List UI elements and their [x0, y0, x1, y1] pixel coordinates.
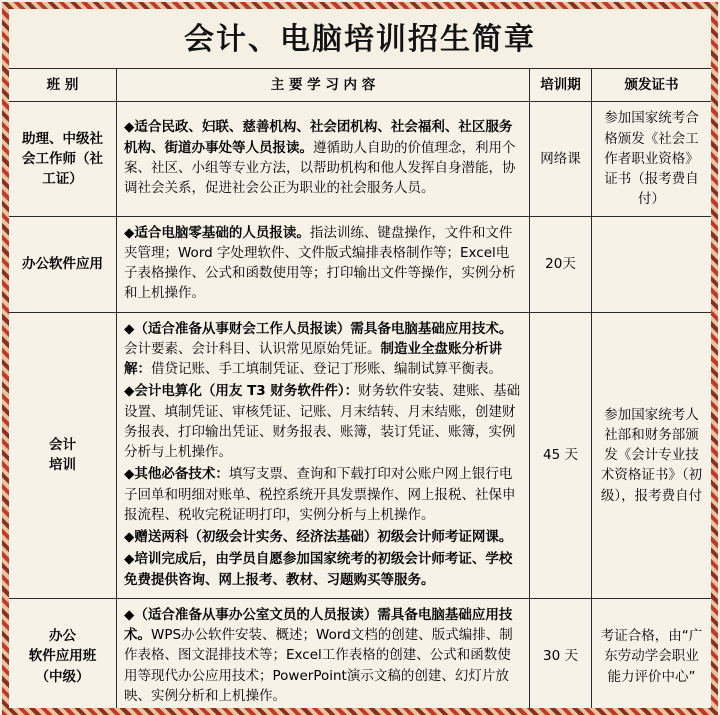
- table-body: [9, 102, 712, 715]
- page-title: 会计、电脑培训招生简章: [184, 22, 536, 57]
- course-class-name: 办公软件应用: [9, 216, 117, 312]
- content-emphasis: ◆其他必备技术：: [124, 466, 229, 483]
- table-header: [9, 69, 712, 102]
- course-certificate: [592, 216, 712, 312]
- content-emphasis: ◆（适合准备从事财会工作人员报读）需具备电脑基础应用技术。: [124, 320, 513, 337]
- content-emphasis: ◆会计电算化（用友 T3 财务软件件）：: [124, 383, 359, 400]
- course-period: 30 天: [530, 598, 592, 714]
- course-content: [117, 598, 530, 714]
- content-emphasis: ◆赠送两科（初级会计实务、经济法基础）初级会计师考证网课。: [124, 529, 513, 545]
- column-header-content: 主 要 学 习 内 容: [117, 69, 530, 102]
- course-table: [8, 68, 712, 715]
- course-content: [117, 102, 530, 216]
- course-content: [117, 312, 530, 598]
- column-header-class: 班 别: [9, 69, 117, 102]
- content-text: 指法训练、键盘操作，文件和文件夹管理；Word 字处理软件、文件版式编排表格制作等；Excel电子表格操作、公式和函数使用等；打印输出文件等操作，实例分析和上机操作。: [124, 224, 516, 302]
- table-row: [9, 102, 712, 216]
- table-header-row: [9, 69, 712, 102]
- content-text: 遵循助人自助的价值理念，利用个案、社区、小组等专业方法，以帮助机构和他人发挥自身潜能，协调社会关系，促进社会公正为职业的社会服务人员。: [124, 139, 516, 197]
- content-emphasis: ◆（适合准备从事办公室文员的人员报读）需具备电脑基础应用技术。: [124, 606, 513, 643]
- column-header-period: 培训期: [530, 69, 592, 102]
- content-emphasis: ◆适合电脑零基础的人员报读。: [124, 224, 310, 241]
- course-period: 45 天: [530, 312, 592, 598]
- course-certificate: 参加国家统考合格颁发《社会工作者职业资格》证书（报考费自付）: [592, 102, 712, 216]
- content-emphasis: ◆培训完成后，由学员自愿参加国家统考的初级会计师考证、学校免费提供咨询、网上报考、教材、习题购买等服务。: [124, 551, 513, 588]
- table-row: [9, 312, 712, 598]
- course-content-paragraph: [124, 549, 522, 590]
- content-text: 财务软件安装、建账、基础设置、填制凭证、审核凭证、记账、月末结转、月末结账，创建财务报表、打印输出凭证、财务报表、账簿，装订凭证、账簿，实例分析与上机操作。: [124, 383, 521, 460]
- column-header-certificate: 颁发证书: [592, 69, 712, 102]
- course-content-paragraph: [124, 381, 522, 462]
- course-content-paragraph: [124, 319, 522, 380]
- content-text: 填写支票、查询和下载打印对公账户网上银行电子回单和明细对账单、税控系统开具发票操作、网上报税、社保申报流程、税收完税证明打印，实例分析与上机操作。: [124, 466, 516, 523]
- course-content-paragraph: [124, 464, 522, 525]
- content-text: WPS办公软件安装、概述；Word文档的创建、版式编排、制作表格、图文混排技术等；Excel工作表格的创建、公式和函数使用等现代办公应用技术；PowerPoint演示文稿的创建、幻灯片放映、实例分析和上机操作。: [124, 627, 513, 704]
- table-row: [9, 598, 712, 714]
- course-period: 网络课: [530, 102, 592, 216]
- course-class-name: 助理、中级社会工作师（社工证）: [9, 102, 117, 216]
- course-period: 20天: [530, 216, 592, 312]
- course-certificate: 参加国家统考人社部和财务部颁发《会计专业技术资格证书》（初级），报考费自付: [592, 312, 712, 598]
- course-class-name: 办公 软件应用班 （中级）: [9, 598, 117, 714]
- content-emphasis: 制造业全盘账分析讲解：: [124, 340, 502, 377]
- content-text: 借贷记账、手工填制凭证、登记丁形账、编制试算平衡表。: [151, 361, 502, 377]
- content-text: 会计要素、会计科目、认识常见原始凭证。: [124, 340, 381, 357]
- course-content-paragraph: [124, 605, 522, 706]
- course-content-paragraph: [124, 117, 522, 198]
- course-content: [117, 216, 530, 312]
- course-certificate: 考证合格，由“广东劳动学会职业能力评价中心”: [592, 598, 712, 714]
- course-content-paragraph: [124, 223, 522, 304]
- course-class-name: 会计 培训: [9, 312, 117, 598]
- content-emphasis: ◆适合民政、妇联、慈善机构、社会团机构、社会福利、社区服务机构、街道办事处等人员报读。: [124, 119, 513, 156]
- course-content-paragraph: [124, 527, 522, 547]
- table-row: [9, 216, 712, 312]
